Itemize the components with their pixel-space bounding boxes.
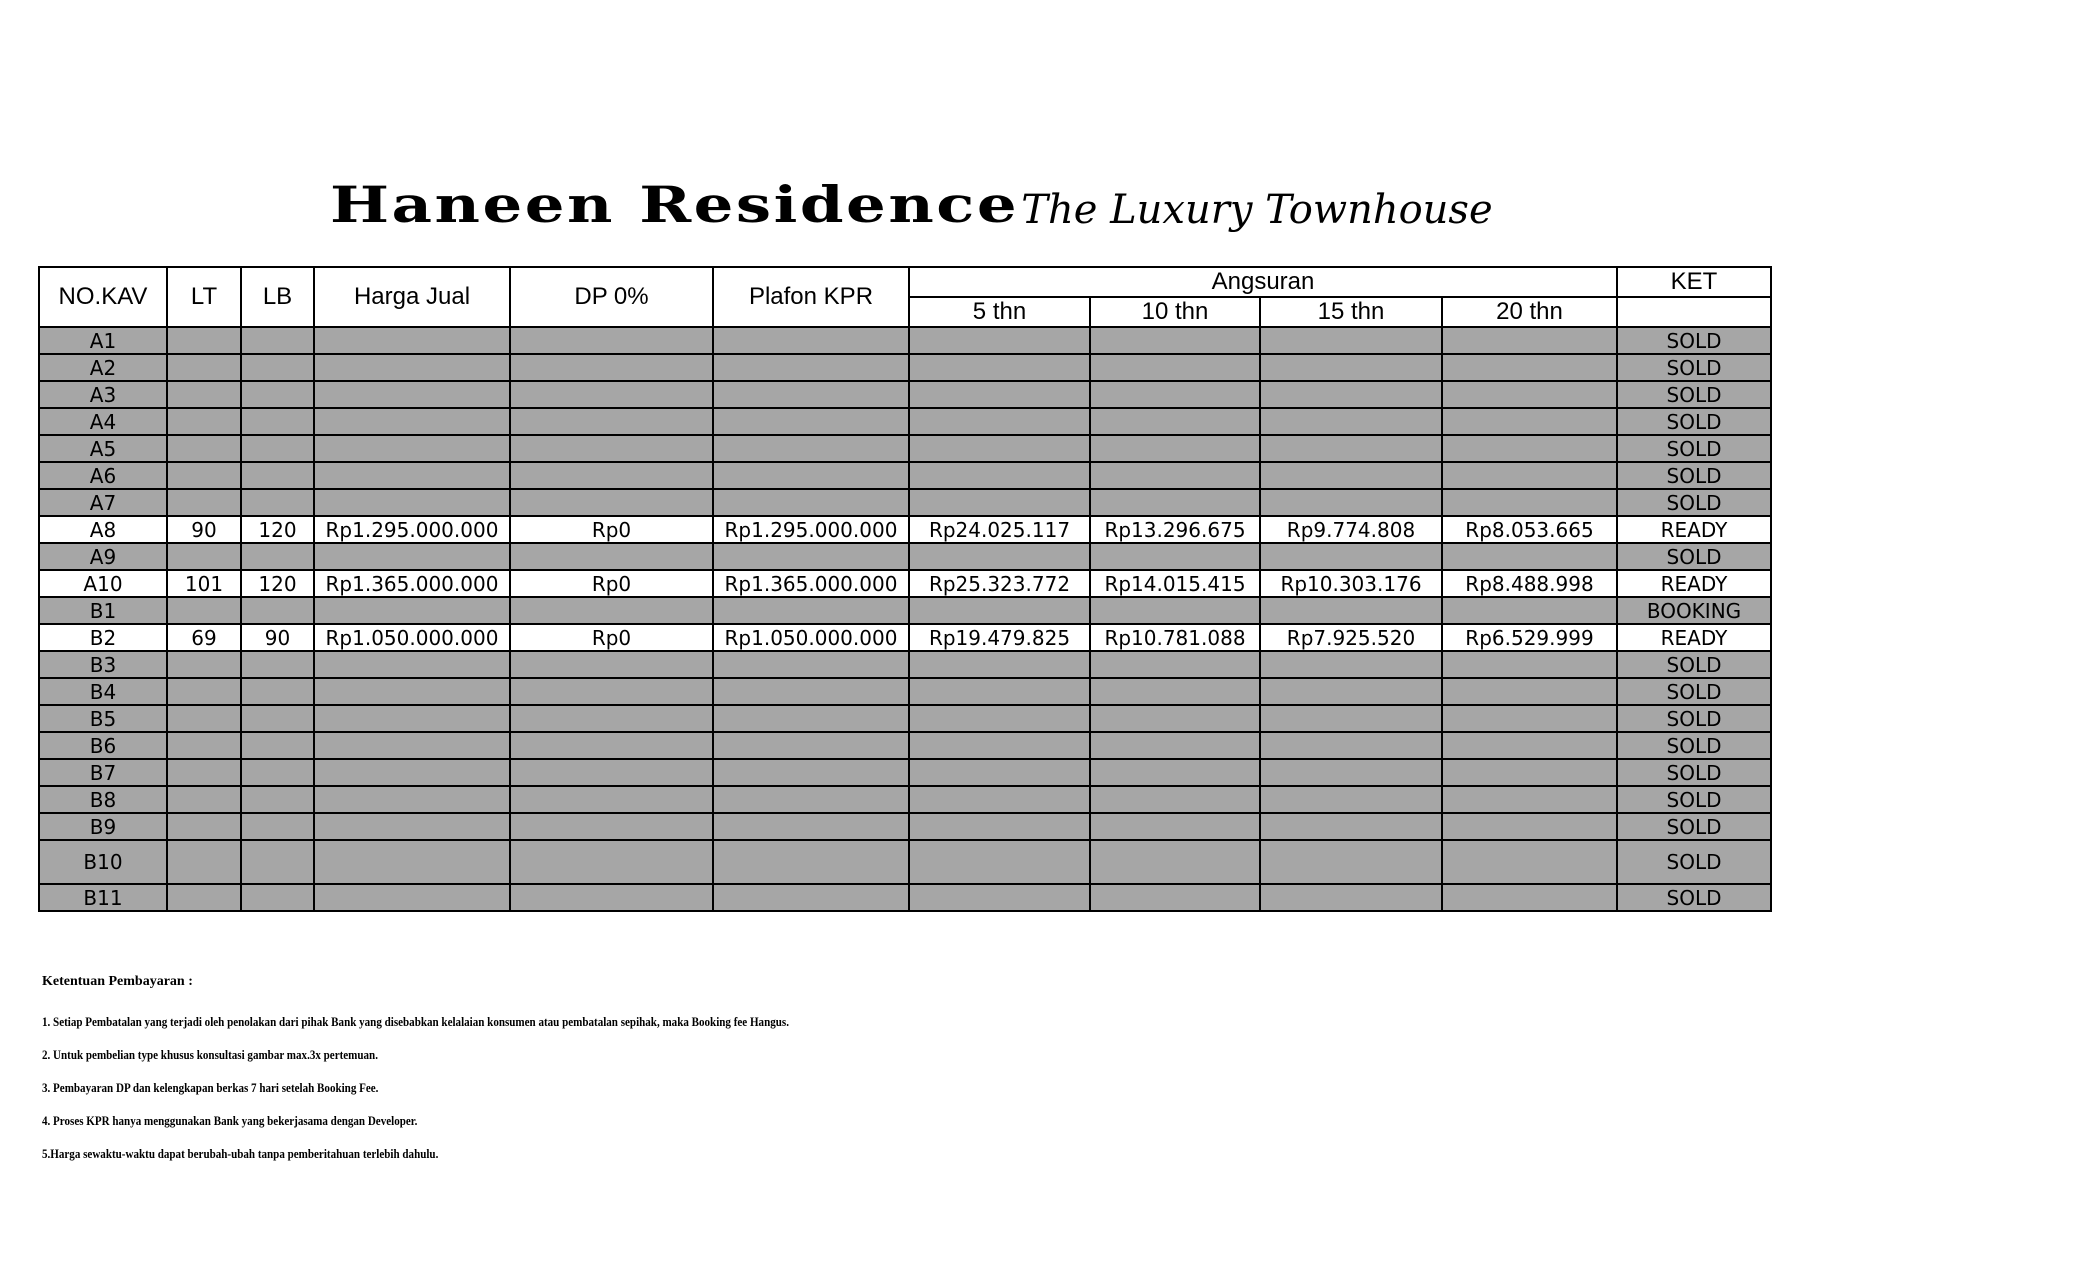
cell-no-kav: B8 (39, 786, 167, 813)
cell-lb (241, 543, 314, 570)
cell-lb (241, 381, 314, 408)
cell-lt: 90 (167, 516, 241, 543)
cell-lb (241, 759, 314, 786)
cell-plafon-kpr (713, 759, 909, 786)
cell-no-kav: A10 (39, 570, 167, 597)
cell-lt (167, 462, 241, 489)
cell-lb: 120 (241, 570, 314, 597)
cell-angsuran-5 (909, 597, 1090, 624)
cell-ket: READY (1617, 570, 1771, 597)
cell-ket: SOLD (1617, 381, 1771, 408)
cell-ket: SOLD (1617, 435, 1771, 462)
payment-term-item: 5.Harga sewaktu-waktu dapat berubah-ubah tanpa pemberitahuan terlebih dahulu. (42, 1146, 439, 1161)
brand-title: Haneen Residence (330, 175, 1020, 234)
cell-dp (510, 381, 713, 408)
cell-angsuran-20 (1442, 462, 1617, 489)
cell-no-kav: A4 (39, 408, 167, 435)
cell-lb (241, 813, 314, 840)
cell-angsuran-10 (1090, 651, 1260, 678)
cell-harga-jual (314, 705, 510, 732)
cell-plafon-kpr (713, 435, 909, 462)
cell-angsuran-10 (1090, 408, 1260, 435)
cell-angsuran-20 (1442, 435, 1617, 462)
cell-angsuran-20 (1442, 381, 1617, 408)
cell-ket: SOLD (1617, 651, 1771, 678)
cell-lt (167, 381, 241, 408)
cell-lt (167, 884, 241, 911)
cell-lt (167, 651, 241, 678)
table-body (39, 327, 1771, 911)
cell-plafon-kpr (713, 381, 909, 408)
cell-angsuran-10: Rp13.296.675 (1090, 516, 1260, 543)
cell-lt (167, 813, 241, 840)
cell-ket: SOLD (1617, 354, 1771, 381)
cell-plafon-kpr (713, 408, 909, 435)
cell-angsuran-15: Rp7.925.520 (1260, 624, 1442, 651)
cell-angsuran-15 (1260, 597, 1442, 624)
cell-angsuran-5 (909, 651, 1090, 678)
cell-angsuran-15 (1260, 435, 1442, 462)
cell-angsuran-5: Rp19.479.825 (909, 624, 1090, 651)
payment-term-item: 4. Proses KPR hanya menggunakan Bank yang bekerjasama dengan Developer. (42, 1113, 418, 1128)
cell-dp (510, 651, 713, 678)
cell-angsuran-15 (1260, 813, 1442, 840)
cell-dp: Rp0 (510, 516, 713, 543)
cell-angsuran-5 (909, 543, 1090, 570)
cell-dp: Rp0 (510, 570, 713, 597)
cell-plafon-kpr (713, 813, 909, 840)
cell-lt (167, 435, 241, 462)
cell-ket: SOLD (1617, 732, 1771, 759)
cell-angsuran-15 (1260, 354, 1442, 381)
cell-ket: SOLD (1617, 840, 1771, 884)
table-row (39, 678, 1771, 705)
cell-lb (241, 435, 314, 462)
col-header-no-kav: NO.KAV (39, 267, 167, 327)
cell-lt (167, 327, 241, 354)
cell-angsuran-10 (1090, 354, 1260, 381)
cell-harga-jual (314, 732, 510, 759)
cell-angsuran-20 (1442, 354, 1617, 381)
cell-dp (510, 678, 713, 705)
cell-lt (167, 678, 241, 705)
cell-lb (241, 651, 314, 678)
cell-angsuran-15: Rp9.774.808 (1260, 516, 1442, 543)
cell-harga-jual: Rp1.365.000.000 (314, 570, 510, 597)
cell-angsuran-15 (1260, 705, 1442, 732)
table-row (39, 489, 1771, 516)
cell-lb (241, 354, 314, 381)
col-header-ket: KET (1617, 267, 1771, 297)
col-header-15-thn: 15 thn (1260, 297, 1442, 327)
cell-angsuran-10 (1090, 543, 1260, 570)
cell-dp (510, 884, 713, 911)
cell-lb (241, 678, 314, 705)
cell-plafon-kpr (713, 489, 909, 516)
cell-lt (167, 543, 241, 570)
cell-no-kav: B3 (39, 651, 167, 678)
cell-angsuran-20: Rp8.488.998 (1442, 570, 1617, 597)
title-block (330, 160, 1493, 234)
cell-harga-jual (314, 884, 510, 911)
payment-term-item: 3. Pembayaran DP dan kelengkapan berkas 7 hari setelah Booking Fee. (42, 1080, 379, 1095)
cell-lt: 101 (167, 570, 241, 597)
cell-no-kav: A2 (39, 354, 167, 381)
cell-lb (241, 732, 314, 759)
cell-harga-jual (314, 489, 510, 516)
cell-plafon-kpr: Rp1.295.000.000 (713, 516, 909, 543)
cell-no-kav: B6 (39, 732, 167, 759)
cell-angsuran-15 (1260, 759, 1442, 786)
cell-harga-jual (314, 381, 510, 408)
cell-angsuran-10: Rp14.015.415 (1090, 570, 1260, 597)
cell-angsuran-5 (909, 732, 1090, 759)
cell-lt (167, 489, 241, 516)
cell-plafon-kpr (713, 597, 909, 624)
table-row (39, 597, 1771, 624)
cell-no-kav: B5 (39, 705, 167, 732)
table-row (39, 786, 1771, 813)
cell-angsuran-10 (1090, 759, 1260, 786)
cell-plafon-kpr (713, 786, 909, 813)
cell-dp: Rp0 (510, 624, 713, 651)
cell-no-kav: A9 (39, 543, 167, 570)
cell-angsuran-15 (1260, 651, 1442, 678)
cell-angsuran-15 (1260, 489, 1442, 516)
cell-lb (241, 786, 314, 813)
cell-angsuran-10 (1090, 786, 1260, 813)
cell-angsuran-5 (909, 462, 1090, 489)
cell-dp (510, 840, 713, 884)
cell-no-kav: B9 (39, 813, 167, 840)
cell-dp (510, 408, 713, 435)
cell-dp (510, 354, 713, 381)
cell-angsuran-20 (1442, 759, 1617, 786)
cell-harga-jual (314, 462, 510, 489)
cell-angsuran-10 (1090, 327, 1260, 354)
cell-angsuran-20: Rp6.529.999 (1442, 624, 1617, 651)
cell-angsuran-15 (1260, 732, 1442, 759)
cell-plafon-kpr (713, 327, 909, 354)
cell-ket: SOLD (1617, 489, 1771, 516)
cell-angsuran-5 (909, 759, 1090, 786)
cell-ket: SOLD (1617, 884, 1771, 911)
cell-dp (510, 786, 713, 813)
cell-no-kav: A8 (39, 516, 167, 543)
cell-angsuran-5 (909, 840, 1090, 884)
col-header-5-thn: 5 thn (909, 297, 1090, 327)
col-header-lb: LB (241, 267, 314, 327)
table-row (39, 732, 1771, 759)
cell-ket: SOLD (1617, 678, 1771, 705)
table-row (39, 759, 1771, 786)
cell-lt (167, 597, 241, 624)
cell-angsuran-20 (1442, 489, 1617, 516)
cell-plafon-kpr (713, 705, 909, 732)
table-row (39, 381, 1771, 408)
cell-angsuran-20: Rp8.053.665 (1442, 516, 1617, 543)
cell-plafon-kpr (713, 732, 909, 759)
cell-no-kav: A7 (39, 489, 167, 516)
cell-lt (167, 408, 241, 435)
cell-lb: 120 (241, 516, 314, 543)
cell-lb (241, 840, 314, 884)
cell-angsuran-15 (1260, 678, 1442, 705)
cell-angsuran-20 (1442, 597, 1617, 624)
cell-lb (241, 884, 314, 911)
cell-dp (510, 705, 713, 732)
cell-angsuran-10 (1090, 435, 1260, 462)
cell-angsuran-20 (1442, 813, 1617, 840)
cell-angsuran-15 (1260, 381, 1442, 408)
cell-harga-jual (314, 840, 510, 884)
cell-harga-jual (314, 813, 510, 840)
cell-angsuran-5 (909, 678, 1090, 705)
cell-plafon-kpr: Rp1.365.000.000 (713, 570, 909, 597)
cell-angsuran-5 (909, 813, 1090, 840)
cell-no-kav: B10 (39, 840, 167, 884)
tagline: The Luxury Townhouse (1021, 187, 1493, 233)
table-row (39, 435, 1771, 462)
cell-angsuran-5 (909, 884, 1090, 911)
table-row (39, 543, 1771, 570)
cell-angsuran-20 (1442, 408, 1617, 435)
table-row (39, 516, 1771, 543)
cell-angsuran-5 (909, 327, 1090, 354)
col-header-20-thn: 20 thn (1442, 297, 1617, 327)
cell-angsuran-20 (1442, 884, 1617, 911)
cell-lt (167, 840, 241, 884)
cell-dp (510, 732, 713, 759)
cell-angsuran-10 (1090, 678, 1260, 705)
cell-dp (510, 462, 713, 489)
cell-no-kav: B1 (39, 597, 167, 624)
cell-angsuran-5 (909, 705, 1090, 732)
table-row (39, 651, 1771, 678)
cell-angsuran-10 (1090, 884, 1260, 911)
cell-dp (510, 489, 713, 516)
cell-lb (241, 705, 314, 732)
cell-no-kav: B4 (39, 678, 167, 705)
cell-angsuran-5 (909, 354, 1090, 381)
col-header-harga-jual: Harga Jual (314, 267, 510, 327)
table-row (39, 840, 1771, 884)
cell-lb (241, 597, 314, 624)
cell-angsuran-10 (1090, 381, 1260, 408)
cell-no-kav: B11 (39, 884, 167, 911)
cell-angsuran-5 (909, 381, 1090, 408)
cell-angsuran-20 (1442, 732, 1617, 759)
cell-ket: READY (1617, 516, 1771, 543)
cell-angsuran-10 (1090, 705, 1260, 732)
cell-ket: SOLD (1617, 786, 1771, 813)
cell-angsuran-5: Rp24.025.117 (909, 516, 1090, 543)
header-row (39, 267, 1771, 297)
cell-dp (510, 597, 713, 624)
cell-angsuran-5 (909, 489, 1090, 516)
table-row (39, 705, 1771, 732)
cell-no-kav: A6 (39, 462, 167, 489)
cell-harga-jual (314, 678, 510, 705)
cell-angsuran-10 (1090, 732, 1260, 759)
cell-dp (510, 435, 713, 462)
payment-terms-title: Ketentuan Pembayaran : (42, 974, 193, 989)
cell-no-kav: A5 (39, 435, 167, 462)
cell-ket: SOLD (1617, 408, 1771, 435)
cell-lt (167, 354, 241, 381)
cell-lb (241, 462, 314, 489)
cell-angsuran-15 (1260, 462, 1442, 489)
table-row (39, 354, 1771, 381)
table-row (39, 570, 1771, 597)
cell-angsuran-15 (1260, 884, 1442, 911)
cell-angsuran-20 (1442, 678, 1617, 705)
cell-dp (510, 327, 713, 354)
cell-ket: SOLD (1617, 462, 1771, 489)
cell-harga-jual (314, 408, 510, 435)
cell-angsuran-15 (1260, 543, 1442, 570)
cell-lb (241, 327, 314, 354)
payment-term-item: 1. Setiap Pembatalan yang terjadi oleh penolakan dari pihak Bank yang disebabkan kelalaian konsumen atau pembatalan sepihak, maka Booking fee Hangus. (42, 1014, 789, 1029)
cell-angsuran-15: Rp10.303.176 (1260, 570, 1442, 597)
cell-lt (167, 732, 241, 759)
col-header-plafon-kpr: Plafon KPR (713, 267, 909, 327)
cell-angsuran-20 (1442, 327, 1617, 354)
payment-term-item: 2. Untuk pembelian type khusus konsultasi gambar max.3x pertemuan. (42, 1047, 378, 1062)
cell-angsuran-20 (1442, 543, 1617, 570)
cell-angsuran-15 (1260, 327, 1442, 354)
cell-ket: SOLD (1617, 543, 1771, 570)
cell-lt (167, 705, 241, 732)
table-row (39, 813, 1771, 840)
cell-lt: 69 (167, 624, 241, 651)
cell-plafon-kpr (713, 543, 909, 570)
table-row (39, 624, 1771, 651)
cell-plafon-kpr (713, 651, 909, 678)
cell-lb (241, 489, 314, 516)
cell-angsuran-10 (1090, 489, 1260, 516)
cell-lb (241, 408, 314, 435)
cell-plafon-kpr (713, 884, 909, 911)
cell-angsuran-15 (1260, 840, 1442, 884)
cell-harga-jual: Rp1.295.000.000 (314, 516, 510, 543)
cell-harga-jual (314, 327, 510, 354)
cell-angsuran-5: Rp25.323.772 (909, 570, 1090, 597)
cell-plafon-kpr (713, 678, 909, 705)
cell-angsuran-10: Rp10.781.088 (1090, 624, 1260, 651)
cell-angsuran-20 (1442, 651, 1617, 678)
cell-lt (167, 759, 241, 786)
cell-plafon-kpr: Rp1.050.000.000 (713, 624, 909, 651)
cell-harga-jual: Rp1.050.000.000 (314, 624, 510, 651)
cell-ket: SOLD (1617, 759, 1771, 786)
cell-angsuran-20 (1442, 705, 1617, 732)
cell-dp (510, 813, 713, 840)
cell-ket: SOLD (1617, 327, 1771, 354)
cell-no-kav: A3 (39, 381, 167, 408)
col-header-dp: DP 0% (510, 267, 713, 327)
cell-no-kav: A1 (39, 327, 167, 354)
price-list-table (38, 266, 1772, 912)
col-header-lt: LT (167, 267, 241, 327)
cell-dp (510, 543, 713, 570)
cell-lt (167, 786, 241, 813)
cell-no-kav: B2 (39, 624, 167, 651)
cell-angsuran-10 (1090, 840, 1260, 884)
col-header-angsuran: Angsuran (909, 267, 1617, 297)
cell-dp (510, 759, 713, 786)
col-header-ket-blank (1617, 297, 1771, 327)
cell-no-kav: B7 (39, 759, 167, 786)
cell-angsuran-10 (1090, 597, 1260, 624)
cell-harga-jual (314, 597, 510, 624)
cell-plafon-kpr (713, 354, 909, 381)
cell-harga-jual (314, 354, 510, 381)
cell-harga-jual (314, 435, 510, 462)
col-header-10-thn: 10 thn (1090, 297, 1260, 327)
cell-plafon-kpr (713, 840, 909, 884)
cell-angsuran-15 (1260, 408, 1442, 435)
table-row (39, 462, 1771, 489)
cell-angsuran-10 (1090, 813, 1260, 840)
cell-angsuran-20 (1442, 840, 1617, 884)
cell-ket: BOOKING (1617, 597, 1771, 624)
cell-angsuran-10 (1090, 462, 1260, 489)
cell-angsuran-15 (1260, 786, 1442, 813)
cell-angsuran-5 (909, 408, 1090, 435)
cell-ket: SOLD (1617, 813, 1771, 840)
cell-ket: SOLD (1617, 705, 1771, 732)
cell-harga-jual (314, 786, 510, 813)
cell-angsuran-5 (909, 786, 1090, 813)
cell-harga-jual (314, 759, 510, 786)
cell-lb: 90 (241, 624, 314, 651)
cell-harga-jual (314, 543, 510, 570)
table-row (39, 408, 1771, 435)
cell-harga-jual (314, 651, 510, 678)
table-row (39, 327, 1771, 354)
cell-plafon-kpr (713, 462, 909, 489)
cell-angsuran-20 (1442, 786, 1617, 813)
cell-angsuran-5 (909, 435, 1090, 462)
cell-ket: READY (1617, 624, 1771, 651)
payment-terms (42, 974, 921, 1179)
table-row (39, 884, 1771, 911)
